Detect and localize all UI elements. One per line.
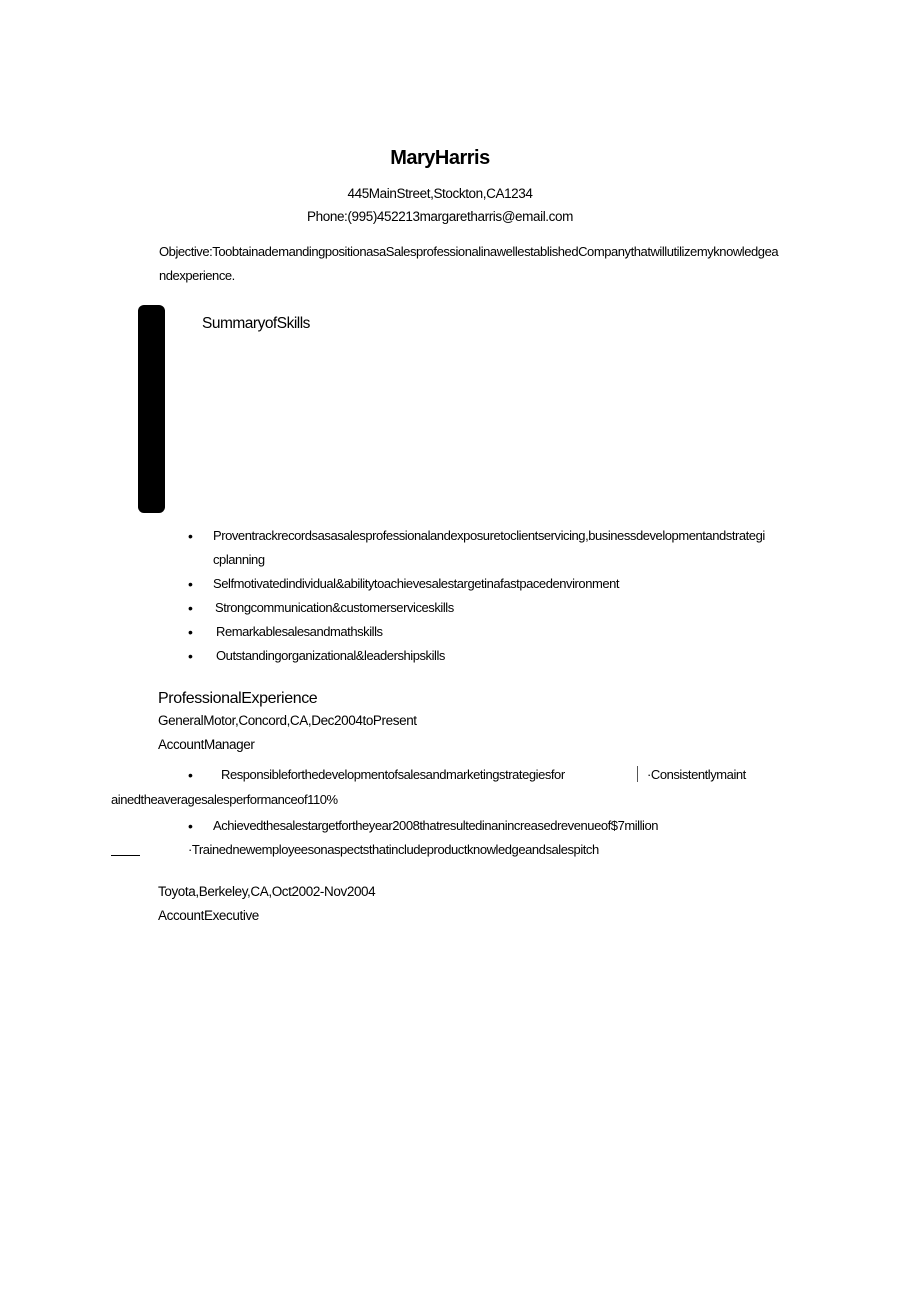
objective-paragraph: Objective:ToobtainademandingpositionasaSalesprofessionalinawellestablishedCompanythatwillutilizemyknowledgeandexperience. <box>159 244 779 283</box>
bullet-icon: • <box>188 528 193 544</box>
divider-line <box>637 766 638 782</box>
job-bullet-continued: ·Consistentlymaint <box>647 767 746 782</box>
resume-contact: Phone:(995)452213margaretharris@email.com <box>307 209 573 224</box>
bullet-icon: • <box>188 576 193 592</box>
skills-heading: SummaryofSkills <box>202 315 310 332</box>
experience-heading: ProfessionalExperience <box>158 690 318 707</box>
job-bullet: ·Trainednewemployeesonaspectsthatincludeproductknowledgeandsalespitch <box>188 842 599 857</box>
job-title: AccountManager <box>158 737 255 752</box>
job-bullet: Responsibleforthedevelopmentofsalesandmarketingstrategiesfor <box>221 767 565 782</box>
skill-item: Proventrackrecordsasasalesprofessionalandexposuretoclientservicing,businessdevelopmentandstrategicplanning <box>213 528 765 567</box>
job-bullet: Achievedthesalestargetfortheyear2008thatresultedinanincreasedrevenueof$7million <box>213 818 659 833</box>
job-company: Toyota,Berkeley,CA,Oct2002-Nov2004 <box>158 884 376 899</box>
skill-item: Outstandingorganizational&leadershipskills <box>216 648 445 663</box>
bullet-icon: • <box>188 818 193 834</box>
skill-item: Strongcommunication&customerserviceskills <box>215 600 454 615</box>
bullet-icon: • <box>188 767 193 783</box>
skill-item: Remarkablesalesandmathskills <box>216 624 383 639</box>
bullet-icon: • <box>188 648 193 664</box>
job-bullet-wrap: ainedtheaveragesalesperformanceof110% <box>111 792 338 807</box>
underline-rule <box>111 855 140 856</box>
resume-address: 445MainStreet,Stockton,CA1234 <box>347 186 533 201</box>
decorative-side-bar <box>138 305 165 513</box>
job-title: AccountExecutive <box>158 908 259 923</box>
skill-item: Selfmotivatedindividual&abilitytoachievesalestargetinafastpacedenvironment <box>213 576 620 591</box>
resume-name: MaryHarris <box>390 147 490 169</box>
bullet-icon: • <box>188 624 193 640</box>
bullet-icon: • <box>188 600 193 616</box>
job-company: GeneralMotor,Concord,CA,Dec2004toPresent <box>158 713 417 728</box>
